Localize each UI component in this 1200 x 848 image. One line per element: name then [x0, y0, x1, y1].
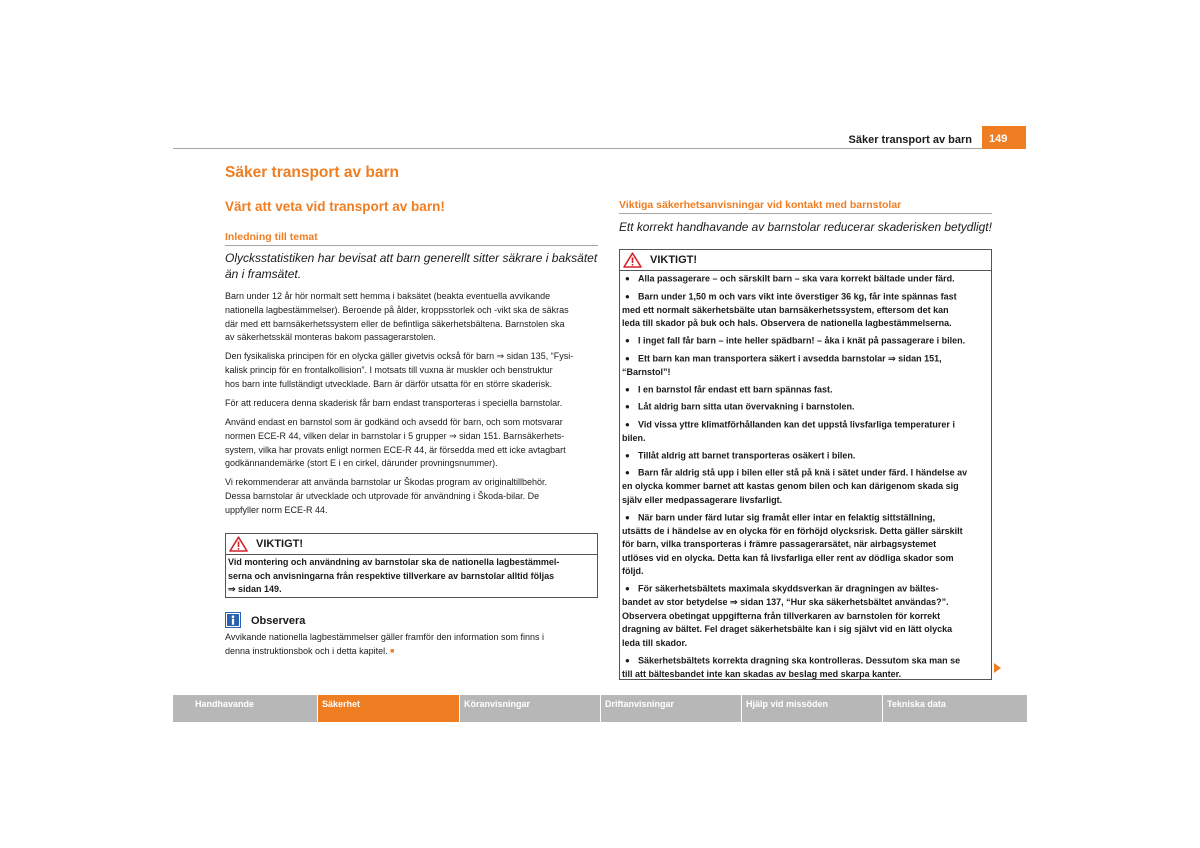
tab-handhavande[interactable]: Handhavande: [173, 695, 317, 722]
intro-text: [619, 219, 992, 235]
chapter-title: Säker transport av barn: [225, 164, 400, 181]
subsection-rule: [619, 213, 992, 214]
bullet-line: [622, 418, 987, 432]
bullet-line: bandet av stor betydelse ⇒ sidan 137, “Hur ska säkerhetsbältet användas?”.: [622, 597, 949, 607]
warning-header: [620, 250, 991, 271]
bullet-line: [622, 449, 987, 463]
bullet-line: med ett normalt säkerhetsbälte utan barnsäkerhetssystem, eftersom det kan: [622, 304, 949, 315]
bullet-marker: ●: [625, 584, 630, 593]
intro-text: [225, 250, 598, 282]
note-text: [225, 631, 598, 659]
page-number: 149: [982, 126, 1026, 149]
intro-line: än i framsätet.: [225, 267, 302, 281]
bullet-line: [622, 352, 987, 366]
warning-bullet: [622, 334, 987, 348]
tab-sakerhet[interactable]: Säkerhet: [318, 695, 459, 722]
warning-bullet: [622, 400, 987, 414]
bullet-marker: ●: [625, 419, 630, 429]
end-of-section-mark: ■: [390, 647, 395, 655]
bullet-marker: ●: [625, 274, 630, 283]
body-text-line: av säkerhetsskäl monteras bakom passagerarstolen.: [225, 332, 436, 343]
bullet-text: I en barnstol får endast ett barn spännas fast.: [638, 384, 833, 394]
bullet-line: [622, 272, 987, 286]
body-text-line: Den fysikaliska principen för en olycka gäller givetvis också för barn ⇒ sidan 135, “Fysi-: [225, 351, 574, 361]
warning-label: VIKTIGT!: [650, 254, 698, 266]
bullet-line: [622, 290, 987, 304]
warning-bullet: [622, 352, 987, 380]
bullet-text: I inget fall får barn – inte heller spädbarn! – åka i knät på passagerare i bilen.: [638, 335, 966, 346]
warning-bullet: [622, 383, 987, 397]
tab-hjalp-vid-missoden[interactable]: Hjälp vid missöden: [742, 695, 882, 722]
bullet-marker: ●: [625, 402, 630, 411]
warning-text: [226, 555, 597, 597]
bullet-line: [622, 383, 987, 397]
subsection-heading: Viktiga säkerhetsanvisningar vid kontakt med barnstolar: [619, 199, 902, 211]
bullet-marker: ●: [625, 512, 630, 522]
bullet-line: [622, 582, 987, 596]
body-text-line: godkännandemärke (stort E i en cirkel, därunder provningsnummer).: [225, 458, 498, 469]
warning-bullet: [622, 290, 987, 331]
tab-tekniska-data[interactable]: Tekniska data: [883, 695, 1027, 722]
body-text-line: Vi rekommenderar att använda barnstolar ur Škodas program av originaltillbehör.: [225, 477, 548, 487]
bullet-marker: ●: [625, 468, 630, 477]
body-text-line: system, vilka har provats enligt normen ECE-R 44, är försedda med ett icke avtagbart: [225, 444, 566, 455]
warning-text-line: Vid montering och användning av barnstolar ska de nationella lagbestämmel-: [228, 557, 560, 567]
subsection-rule: [225, 245, 598, 246]
section-title: Värt att veta vid transport av barn!: [225, 199, 445, 214]
bullet-text: Låt aldrig barn sitta utan övervakning i barnstolen.: [638, 401, 855, 412]
warning-bullet: [622, 466, 987, 507]
warning-bullet: [622, 511, 987, 579]
body-text-line: Barn under 12 år hör normalt sett hemma i baksätet (beakta eventuella avvikande: [225, 291, 551, 301]
paragraph: [225, 290, 598, 345]
note-text-span: denna instruktionsbok och i detta kapitel.: [225, 645, 388, 656]
body-text-line: nationella lagbestämmelser). Beroende på ålder, kroppsstorlek och -vikt ska de säkras: [225, 304, 569, 315]
bullet-text: Säkerhetsbältets korrekta dragning ska kontrolleras. Dessutom ska man se: [638, 655, 961, 665]
bullet-text: När barn under färd lutar sig framåt eller intar en felaktig sittställning,: [638, 512, 936, 522]
bullet-line: “Barnstol”!: [622, 366, 671, 377]
warning-triangle-icon: [623, 252, 642, 268]
body-text-line: Dessa barnstolar är utvecklade och utprovade för användning i Škoda-bilar. De: [225, 490, 540, 501]
bullet-line: för barn, vilka transporteras i främre passagerarsätet, när airbagsystemet: [622, 539, 937, 549]
warning-bullet-list: [620, 271, 991, 681]
bullet-line: följd.: [622, 566, 644, 576]
warning-bullet: [622, 582, 987, 650]
warning-box: [225, 533, 598, 598]
bullet-text: Ett barn kan man transportera säkert i avsedda barnstolar ⇒ sidan 151,: [638, 353, 942, 363]
bullet-text: Tillåt aldrig att barnet transporteras osäkert i bilen.: [638, 450, 856, 460]
paragraph: [225, 416, 598, 471]
body-text-line: normen ECE-R 44, vilken delar in barnstolar i 5 grupper ⇒ sidan 151. Barnsäkerhets-: [225, 430, 565, 441]
bullet-line: utlöses vid en olycka. Detta kan få livsfarliga eller rent av dödliga skador som: [622, 552, 954, 563]
body-text-line: hos barn inte fullständigt utvecklade. Barn är därför utsatta för en större skaderisk.: [225, 378, 553, 389]
warning-header: [226, 534, 597, 555]
intro-line: Ett korrekt handhavande av barnstolar reducerar skaderisken betydligt!: [619, 220, 992, 234]
tab-driftanvisningar[interactable]: Driftanvisningar: [601, 695, 741, 722]
bullet-line: bilen.: [622, 432, 646, 443]
bullet-line: en olycka kommer barnet att kastas genom bilen och kan därigenom skada sig: [622, 481, 959, 491]
tab-koranvisningar[interactable]: Köranvisningar: [460, 695, 600, 722]
bullet-line: [622, 400, 987, 414]
continue-arrow-icon: [994, 663, 1001, 673]
warning-box: [619, 249, 992, 680]
warning-bullet: [622, 449, 987, 463]
bullet-line: Observera obetingat uppgifterna från tillverkaren av barnstolen för korrekt: [622, 610, 941, 621]
bullet-line: dragning av bältet. Fel draget säkerhetsbälte kan i sig självt vid en lätt olycka: [622, 624, 953, 634]
bullet-text: För säkerhetsbältets maximala skyddsverkan är dragningen av bältes-: [638, 583, 939, 594]
bullet-line: själv eller medpassagerare livsfarligt.: [622, 494, 783, 505]
paragraph: [225, 476, 598, 517]
intro-line: Olycksstatistiken har bevisat att barn generellt sitter säkrare i baksätet: [225, 251, 598, 265]
body-text-line: Använd endast en barnstol som är godkänd och avsedd för barn, och som motsvarar: [225, 417, 563, 427]
chapter-tab-bar: [173, 695, 1027, 722]
header-rule: [173, 148, 982, 149]
bullet-text: Barn under 1,50 m och vars vikt inte överstiger 36 kg, får inte spännas fast: [638, 291, 957, 301]
warning-bullet: [622, 272, 987, 286]
bullet-line: [622, 466, 987, 480]
warning-bullet: [622, 654, 987, 682]
paragraph: [225, 397, 598, 411]
bullet-text: Alla passagerare – och särskilt barn – ska vara korrekt bältade under färd.: [638, 273, 955, 284]
bullet-text: Barn får aldrig stå upp i bilen eller stå på knä i sätet under färd. I händelse av: [638, 467, 968, 478]
bullet-line: leda till skador på buk och hals. Observera de nationella lagbestämmelserna.: [622, 318, 952, 328]
warning-triangle-icon: [229, 536, 248, 552]
warning-label: VIKTIGT!: [256, 538, 304, 550]
bullet-line: utsätts de i händelse av en olycka för en förhöjd olycksrisk. Detta gäller särskilt: [622, 525, 963, 536]
bullet-line: [622, 511, 987, 525]
bullet-line: [622, 334, 987, 348]
body-text-line: uppfyller norm ECE-R 44.: [225, 504, 328, 515]
warning-text-line: serna och anvisningarna från respektive tillverkare av barnstolar alltid följas: [228, 570, 555, 581]
note-text-line: [225, 645, 598, 659]
bullet-line: till att bältesbandet inte kan skadas av beslag med skarpa kanter.: [622, 668, 902, 679]
note-label: Observera: [251, 615, 306, 627]
bullet-text: Vid vissa yttre klimatförhållanden kan det uppstå livsfarliga temperaturer i: [638, 419, 955, 429]
body-text-line: där med ett barnsäkerhetssystem eller de befintliga säkerhetsbältena. Barnstolen ska: [225, 318, 565, 329]
running-header-title: Säker transport av barn: [848, 134, 972, 146]
warning-text-line: ⇒ sidan 149.: [228, 584, 282, 594]
body-text-line: För att reducera denna skaderisk får barn endast transporteras i speciella barnstolar.: [225, 398, 563, 408]
bullet-marker: ●: [625, 655, 630, 665]
note-text-line: Avvikande nationella lagbestämmelser gäller framför den information som finns i: [225, 632, 544, 642]
bullet-line: [622, 654, 987, 668]
bullet-marker: ●: [625, 336, 630, 345]
bullet-marker: ●: [625, 353, 630, 363]
info-icon: [225, 612, 241, 628]
paragraph: [225, 350, 598, 391]
bullet-marker: ●: [625, 291, 630, 301]
body-text-line: kalisk princip för en frontalkollision”. I motsats till vuxna är muskler och benstruktur: [225, 364, 553, 375]
subsection-heading: Inledning till temat: [225, 231, 318, 243]
bullet-line: leda till skador.: [622, 637, 688, 648]
warning-bullet: [622, 418, 987, 446]
bullet-marker: ●: [625, 384, 630, 394]
bullet-marker: ●: [625, 450, 630, 460]
